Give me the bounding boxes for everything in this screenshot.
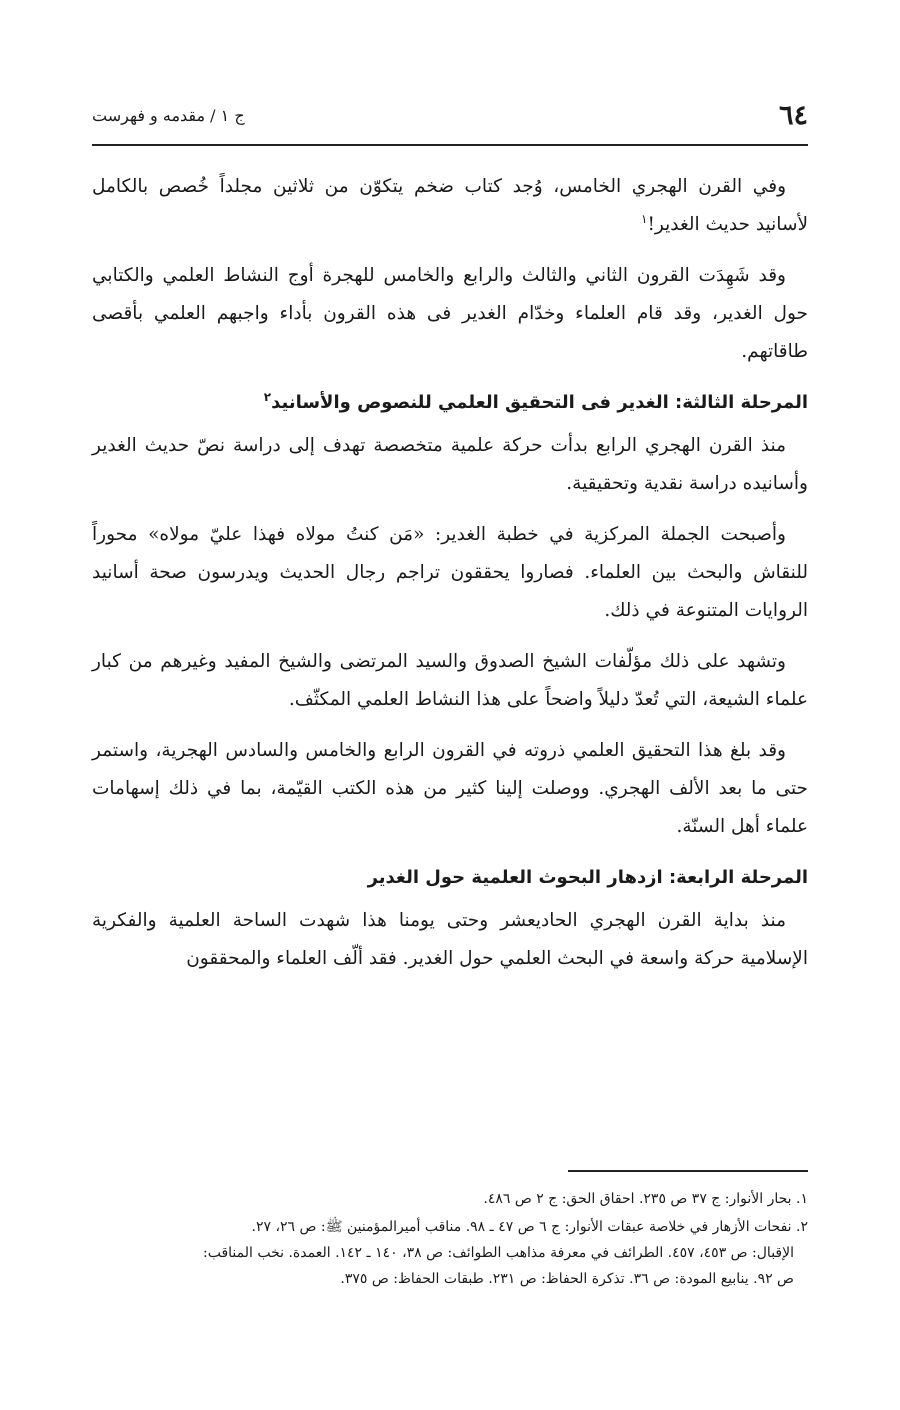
paragraph-4: وأصبحت الجملة المركزية في خطبة الغدير: «مَن كنتُ مولاه فهذا عليّ مولاه» محوراً للنقاش والبحث بين العلماء. فصاروا يحققون تراجم رجال الحديث ويدرسون صحة أسانيد الروايات المتنوعة في ذلك.	[92, 524, 808, 621]
paragraph-1-text: وفي القرن الهجري الخامس، وُجد كتاب ضخم يتكوّن من ثلاثين مجلداً خُصص بالكامل لأسانيد حديث الغدير!	[92, 176, 808, 235]
paragraph-5: وتشهد على ذلك مؤلّفات الشيخ الصدوق والسيد المرتضى والشيخ المفيد وغيرهم من كبار علماء الشيعة، التي تُعدّ دليلاً واضحاً على هذا النشاط العلمي المكثّف.	[92, 651, 808, 710]
footnote-2-line-1: ٢. نفحات الأزهار في خلاصة عبقات الأنوار: ج ٦ ص ٤٧ ـ ٩٨. مناقب أميرالمؤمنين ﷺ: ص ٢٦، ٢٧.	[251, 1219, 808, 1235]
running-title: ج ١ / مقدمه و فهرست	[92, 106, 245, 125]
paragraph-2: وقد شَهِدَت القرون الثاني والثالث والرابع والخامس للهجرة أوج النشاط العلمي والكتابي حول الغدير، وقد قام العلماء وخدّام الغدير فى هذه القرون بأداء واجبهم العلمي بأقصى طاقاتهم.	[92, 265, 808, 362]
footnote-2-line-3: ص ٩٢. ينابيع المودة: ص ٣٦. تذكرة الحفاظ: ص ٢٣١. طبقات الحفاظ: ص ٣٧٥.	[340, 1271, 794, 1287]
paragraph-1	[92, 168, 808, 244]
body-text	[92, 168, 808, 991]
footnote-1: ١. بحار الأنوار: ج ٣٧ ص ٢٣٥. احقاق الحق: ج ٢ ص ٤٨٦.	[483, 1191, 808, 1207]
section-heading-4: المرحلة الرابعة: ازدهار البحوث العلمية حول الغدير	[367, 867, 808, 888]
footnote-separator	[568, 1170, 808, 1172]
paragraph-6: وقد بلغ هذا التحقيق العلمي ذروته في القرون الرابع والخامس والسادس الهجرية، واستمر حتى ما بعد الألف الهجري. ووصلت إلينا كثير من هذه الكتب القيّمة، بما في ذلك إسهامات علماء أهل السنّة.	[92, 740, 808, 837]
paragraph-7: منذ بداية القرن الهجري الحاديعشر وحتى يومنا هذا شهدت الساحة العلمية والفكرية الإسلامية حركة واسعة في البحث العلمي حول الغدير. فقد ألّف العلماء والمحققون	[92, 910, 808, 969]
paragraph-3: منذ القرن الهجري الرابع بدأت حركة علمية متخصصة تهدف إلى دراسة نصّ حديث الغدير وأسانيده دراسة نقدية وتحقيقية.	[92, 435, 808, 494]
footnotes	[92, 1186, 808, 1294]
page-number: ٦٤	[778, 100, 808, 131]
section-heading-3	[92, 384, 808, 422]
footnote-ref-2: ٢	[263, 390, 272, 404]
page-header	[92, 100, 808, 146]
footnote-2-line-2: الإقبال: ص ٤٥٣، ٤٥٧. الطرائف في معرفة مذاهب الطوائف: ص ٣٨، ١٤٠ ـ ١٤٢. العمدة. نخب المناقب:	[203, 1245, 794, 1261]
section-heading-3-text: المرحلة الثالثة: الغدير فى التحقيق العلمي للنصوص والأسانيد	[271, 392, 808, 413]
footnote-2	[92, 1214, 808, 1292]
footnote-ref-1: ١	[640, 211, 648, 226]
